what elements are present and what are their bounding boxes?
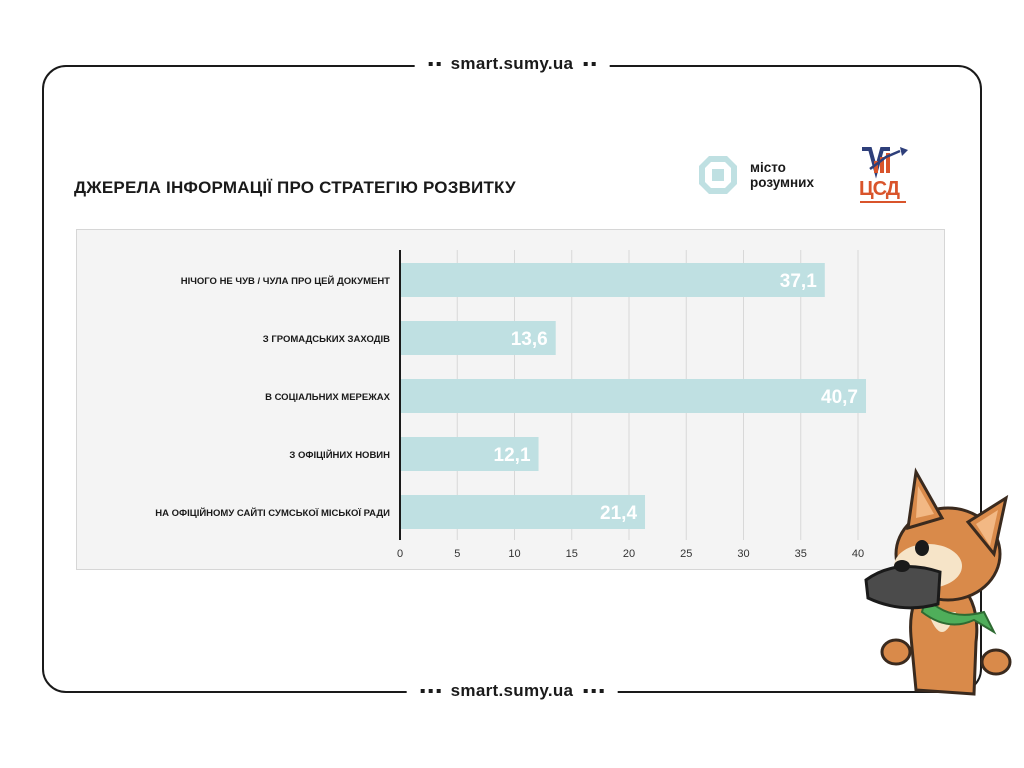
bar: [400, 379, 866, 413]
footer-site-url: smart.sumy.ua: [450, 681, 574, 700]
x-tick-label: 0: [396, 548, 404, 560]
csa-logo-text: ЦСД: [859, 178, 900, 200]
x-tick-label: 5: [454, 548, 461, 560]
chart-panel: [76, 229, 945, 570]
misto-logo-line1: місто: [750, 160, 786, 175]
header-site-tag[interactable]: [415, 54, 610, 74]
bar-value-label: 37,1: [779, 271, 817, 292]
x-tick-label: 15: [565, 548, 578, 560]
dots-decoration: [583, 62, 595, 66]
header-site-url: smart.sumy.ua: [450, 54, 574, 73]
category-label: З ОФІЦІЙНИХ НОВИН: [289, 450, 390, 461]
x-tick-label: 30: [737, 548, 750, 560]
bar: [400, 263, 825, 297]
category-label: В СОЦІАЛЬНИХ МЕРЕЖАХ: [265, 392, 390, 403]
dots-decoration: [421, 689, 441, 693]
category-label: НІЧОГО НЕ ЧУВ / ЧУЛА ПРО ЦЕЙ ДОКУМЕНТ: [180, 276, 390, 287]
dots-decoration: [583, 689, 603, 693]
bar-value-label: 12,1: [493, 445, 531, 466]
category-label: З ГРОМАДСЬКИХ ЗАХОДІВ: [262, 334, 390, 345]
x-tick-label: 40: [851, 548, 865, 560]
category-label: НА ОФІЦІЙНОМУ САЙТІ СУМСЬКОЇ МІСЬКОЇ РАДИ: [155, 508, 390, 519]
bar-value-label: 21,4: [600, 503, 638, 524]
misto-logo-line2: розумних: [750, 175, 814, 190]
bar-chart: [77, 230, 946, 571]
x-tick-label: 35: [794, 548, 807, 560]
bar-value-label: 40,7: [821, 387, 859, 408]
dots-decoration: [429, 62, 441, 66]
misto-logo-text: [750, 160, 814, 190]
x-tick-label: 25: [680, 548, 693, 560]
x-tick-label: 20: [622, 548, 636, 560]
footer-site-tag[interactable]: [407, 681, 618, 701]
x-tick-label: 10: [508, 548, 521, 560]
bar-value-label: 13,6: [510, 329, 548, 350]
page-title: ДЖЕРЕЛА ІНФОРМАЦІЇ ПРО СТРАТЕГІЮ РОЗВИТКУ: [74, 178, 516, 197]
corgi-mascot-icon: [856, 462, 1024, 702]
